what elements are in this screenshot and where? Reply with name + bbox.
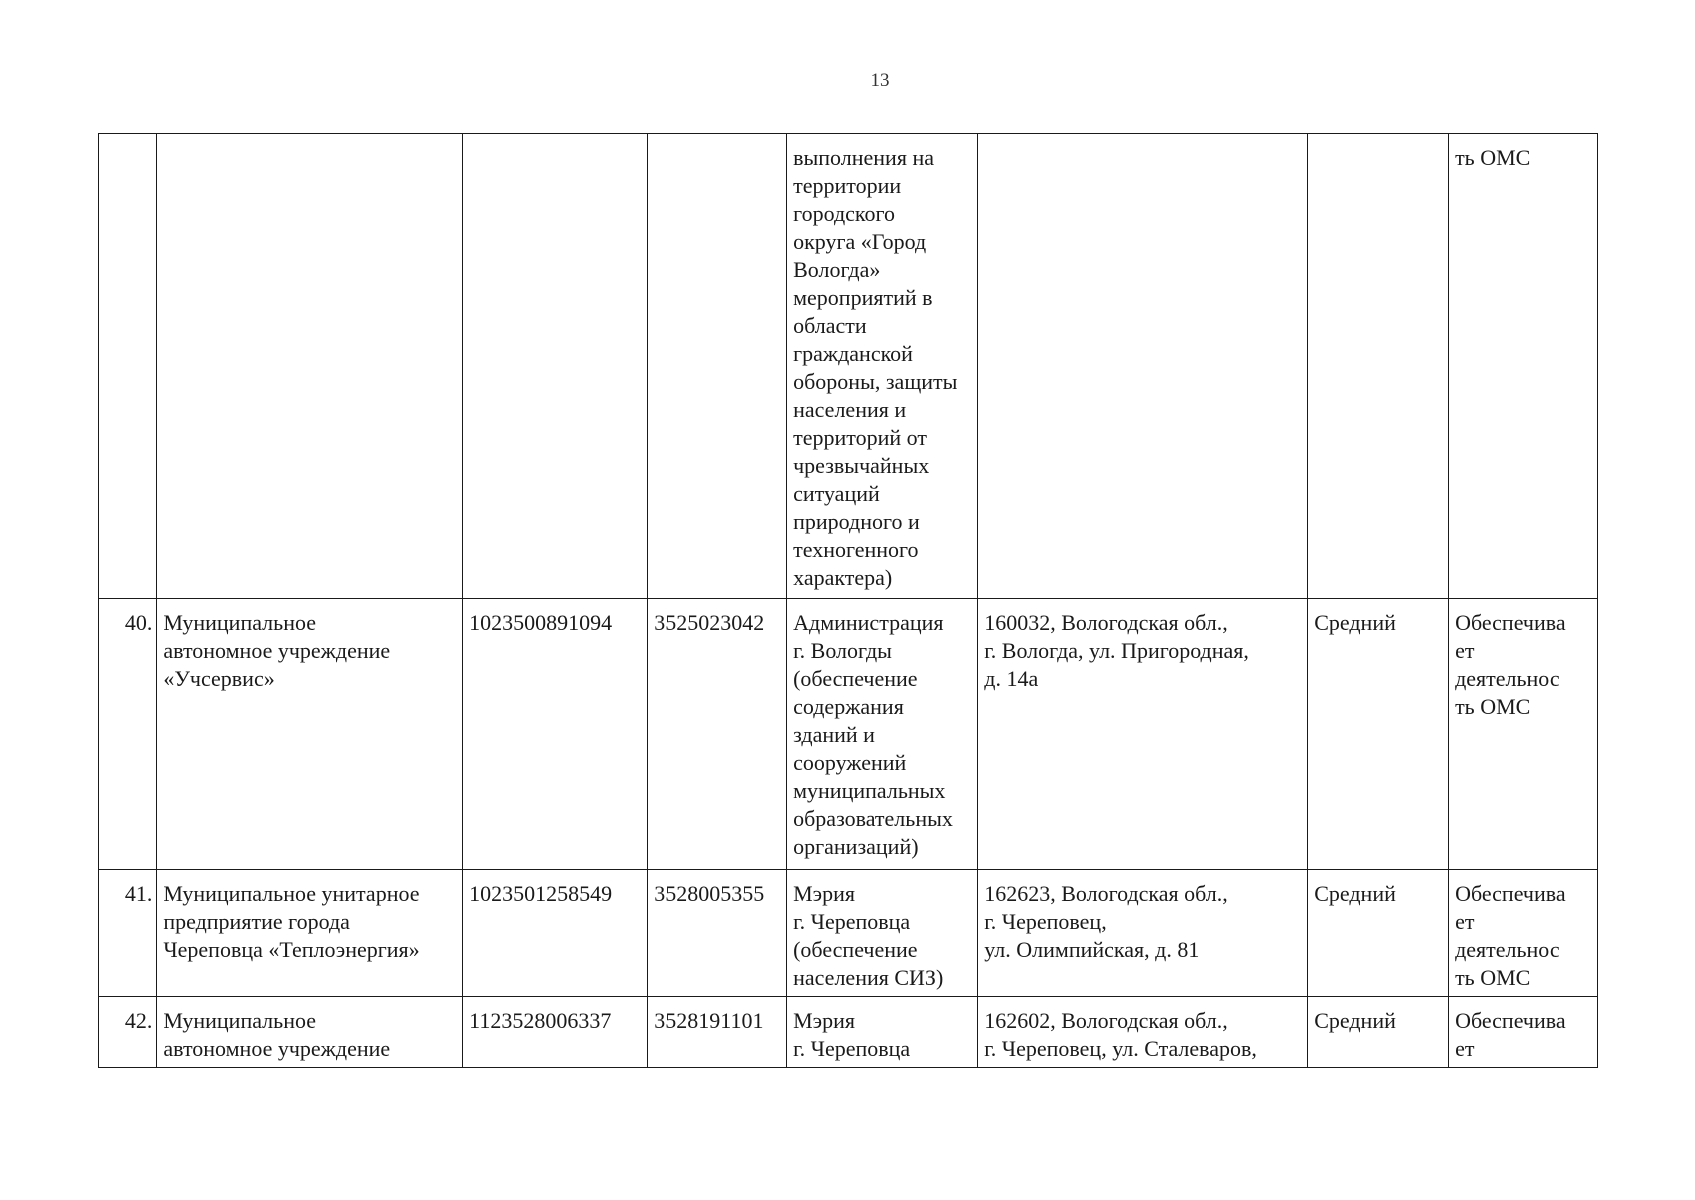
row-number-cell	[99, 599, 157, 870]
address-line: 162602, Вологодская обл.,	[984, 1008, 1228, 1033]
organization-name-line: Муниципальное	[163, 1008, 317, 1033]
activity-line: г. Череповца	[793, 909, 911, 934]
organization-name-cell	[157, 870, 463, 997]
activity-cell	[787, 997, 978, 1068]
activity-cell	[787, 134, 978, 599]
activity-line: содержания	[793, 694, 904, 719]
activity-line: образовательных	[793, 806, 953, 831]
table-row	[99, 997, 1598, 1068]
activity-line: области	[793, 313, 867, 338]
ogrn-value: 1023500891094	[469, 610, 613, 635]
activity-line: г. Вологды	[793, 638, 892, 663]
ogrn-value: 1123528006337	[469, 1008, 612, 1033]
inn-cell	[648, 870, 787, 997]
activity-line: мероприятий в	[793, 285, 933, 310]
level-value: Средний	[1314, 610, 1396, 635]
organization-name-line: Череповца «Теплоэнергия»	[163, 937, 420, 962]
activity-line: населения СИЗ)	[793, 965, 944, 990]
level-value: Средний	[1314, 1008, 1396, 1033]
address-line: г. Череповец, ул. Сталеваров,	[984, 1036, 1257, 1061]
organization-name-line: автономное учреждение	[163, 638, 391, 663]
inn-cell	[648, 599, 787, 870]
activity-line: Вологда»	[793, 257, 881, 282]
ogrn-value: 1023501258549	[469, 881, 613, 906]
function-line: Обеспечива	[1455, 1008, 1566, 1033]
function-line: ть ОМС	[1455, 965, 1531, 990]
activity-line: ситуаций	[793, 481, 880, 506]
activity-line: гражданской	[793, 341, 913, 366]
function-line: ть ОМС	[1455, 145, 1531, 170]
organizations-table	[98, 133, 1598, 1068]
organization-name-line: Муниципальное	[163, 610, 317, 635]
address-cell	[978, 134, 1308, 599]
inn-value: 3528005355	[654, 881, 765, 906]
inn-cell	[648, 997, 787, 1068]
address-cell	[978, 870, 1308, 997]
activity-line: (обеспечение	[793, 937, 918, 962]
activity-line: Администрация	[793, 610, 944, 635]
inn-value: 3525023042	[654, 610, 765, 635]
function-line: ет	[1455, 1036, 1475, 1061]
address-line: г. Вологда, ул. Пригородная,	[984, 638, 1249, 663]
activity-line: характера)	[793, 565, 893, 590]
function-cell	[1449, 870, 1598, 997]
inn-value: 3528191101	[654, 1008, 764, 1033]
activity-line: сооружений	[793, 750, 907, 775]
row-number-cell	[99, 997, 157, 1068]
function-cell	[1449, 997, 1598, 1068]
inn-cell	[648, 134, 787, 599]
ogrn-cell	[463, 599, 648, 870]
activity-line: обороны, защиты	[793, 369, 958, 394]
function-line: ет	[1455, 638, 1475, 663]
address-line: г. Череповец,	[984, 909, 1107, 934]
row-number-cell	[99, 134, 157, 599]
organization-name-cell	[157, 997, 463, 1068]
function-cell	[1449, 134, 1598, 599]
row-number-value: 42.	[124, 1008, 153, 1033]
activity-line: (обеспечение	[793, 666, 918, 691]
row-number-value: 41.	[124, 881, 153, 906]
activity-line: Мэрия	[793, 881, 856, 906]
organization-name-line: предприятие города	[163, 909, 350, 934]
address-cell	[978, 997, 1308, 1068]
row-number-value: 40.	[124, 610, 153, 635]
table-row	[99, 134, 1598, 599]
activity-line: организаций)	[793, 834, 919, 859]
activity-line: выполнения на	[793, 145, 934, 170]
table-row	[99, 599, 1598, 870]
page-number: 13	[870, 70, 890, 91]
activity-cell	[787, 870, 978, 997]
organization-name-cell	[157, 134, 463, 599]
activity-line: г. Череповца	[793, 1036, 911, 1061]
address-line: ул. Олимпийская, д. 81	[984, 937, 1200, 962]
function-cell	[1449, 599, 1598, 870]
row-number-cell	[99, 870, 157, 997]
ogrn-cell	[463, 997, 648, 1068]
activity-line: природного и	[793, 509, 920, 534]
ogrn-cell	[463, 870, 648, 997]
organization-name-line: автономное учреждение	[163, 1036, 391, 1061]
organization-name-line: Муниципальное унитарное	[163, 881, 420, 906]
activity-line: Мэрия	[793, 1008, 856, 1033]
function-line: ть ОМС	[1455, 694, 1531, 719]
activity-cell	[787, 599, 978, 870]
level-cell	[1308, 134, 1449, 599]
function-line: деятельнос	[1455, 666, 1560, 691]
organization-name-cell	[157, 599, 463, 870]
activity-line: округа «Город	[793, 229, 927, 254]
activity-line: территории	[793, 173, 902, 198]
level-value: Средний	[1314, 881, 1396, 906]
address-line: 160032, Вологодская обл.,	[984, 610, 1228, 635]
address-line: 162623, Вологодская обл.,	[984, 881, 1228, 906]
ogrn-cell	[463, 134, 648, 599]
activity-line: территорий от	[793, 425, 927, 450]
function-line: Обеспечива	[1455, 610, 1566, 635]
organization-name-line: «Учсервис»	[163, 666, 275, 691]
activity-line: населения и	[793, 397, 907, 422]
activity-line: зданий и	[793, 722, 875, 747]
activity-line: муниципальных	[793, 778, 946, 803]
activity-line: городского	[793, 201, 895, 226]
level-cell	[1308, 599, 1449, 870]
function-line: деятельнос	[1455, 937, 1560, 962]
level-cell	[1308, 997, 1449, 1068]
level-cell	[1308, 870, 1449, 997]
address-cell	[978, 599, 1308, 870]
activity-line: техногенного	[793, 537, 919, 562]
function-line: Обеспечива	[1455, 881, 1566, 906]
activity-line: чрезвычайных	[793, 453, 930, 478]
address-line: д. 14а	[984, 666, 1039, 691]
function-line: ет	[1455, 909, 1475, 934]
table-row	[99, 870, 1598, 997]
